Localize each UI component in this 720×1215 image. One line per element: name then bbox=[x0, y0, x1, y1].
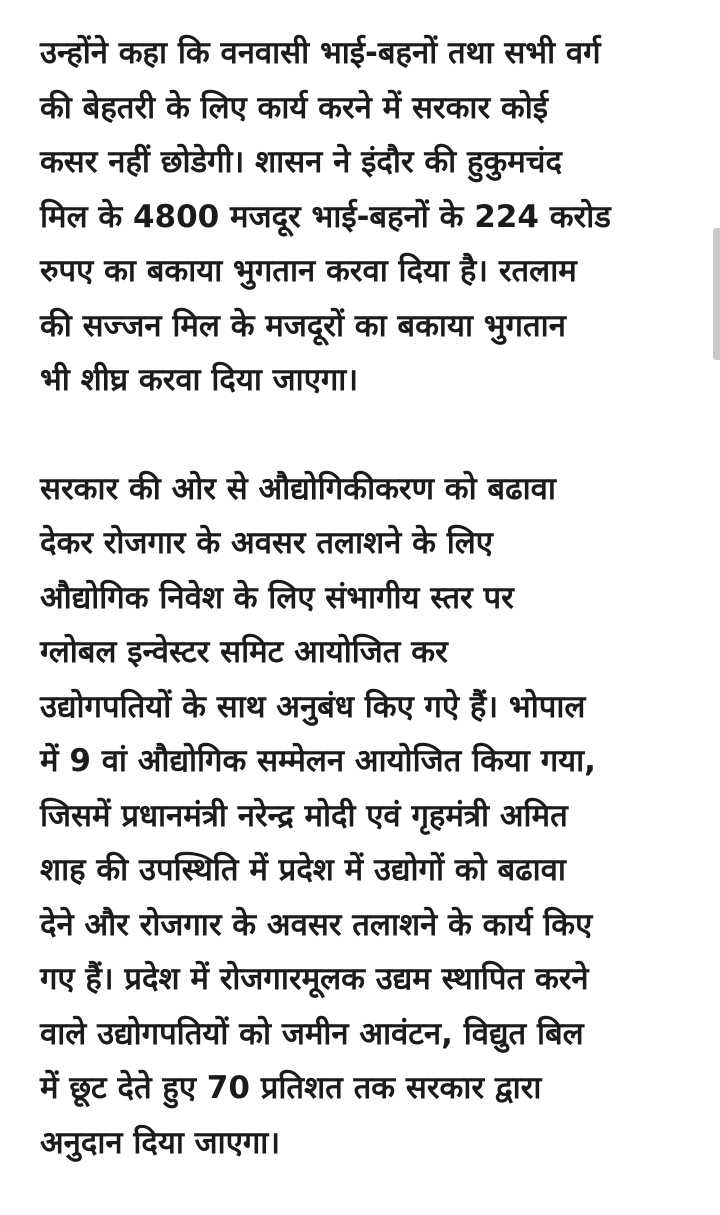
text-line: में छूट देते हुए 70 प्रतिशत तक सरकार द्वारा bbox=[40, 1070, 542, 1106]
text-line: देकर रोजगार के अवसर तलाशने के लिए bbox=[40, 525, 493, 561]
text-line: वाले उद्योगपतियों को जमीन आवंटन, विद्युत बिल bbox=[40, 1015, 584, 1052]
text-line: उन्होंने कहा कि वनवासी भाई-बहनों तथा सभी वर्ग bbox=[40, 35, 601, 71]
text-line: में 9 वां औद्योगिक सम्मेलन आयोजित किया गया, bbox=[40, 743, 596, 779]
text-line: सरकार की ओर से औद्योगिकीकरण को बढावा bbox=[40, 470, 556, 507]
article-body bbox=[40, 26, 692, 1170]
text-line: शाह की उपस्थिति में प्रदेश में उद्योगों को बढावा bbox=[40, 852, 566, 888]
text-line: भी शीघ्र करवा दिया जाएगा। bbox=[40, 362, 359, 398]
paragraph-2 bbox=[40, 462, 692, 1171]
text-line: जिसमें प्रधानमंत्री नरेन्द्र मोदी एवं गृहमंत्री अमित bbox=[40, 797, 568, 834]
text-line: गए हैं। प्रदेश में रोजगारमूलक उद्यम स्थापित करने bbox=[40, 961, 589, 997]
text-line: रुपए का बकाया भुगतान करवा दिया है। रतलाम bbox=[40, 253, 577, 289]
text-line: अनुदान दिया जाएगा। bbox=[40, 1124, 281, 1161]
text-line: की सज्जन मिल के मजदूरों का बकाया भुगतान bbox=[40, 307, 566, 344]
scrollbar-thumb[interactable] bbox=[713, 228, 720, 360]
text-line: ग्लोबल इन्वेस्टर समिट आयोजित कर bbox=[40, 634, 448, 670]
text-line: मिल के 4800 मजदूर भाई-बहनों के 224 करोड bbox=[40, 198, 611, 235]
text-line: कसर नहीं छोडेगी। शासन ने इंदौर की हुकुमचंद bbox=[40, 144, 562, 180]
paragraph-1 bbox=[40, 26, 692, 408]
text-line: की बेहतरी के लिए कार्य करने में सरकार कोई bbox=[40, 89, 548, 126]
text-line: देने और रोजगार के अवसर तलाशने के कार्य किए bbox=[40, 906, 593, 943]
text-line: औद्योगिक निवेश के लिए संभागीय स्तर पर bbox=[40, 579, 514, 616]
text-line: उद्योगपतियों के साथ अनुबंध किए गऐ हैं। भोपाल bbox=[40, 688, 586, 725]
